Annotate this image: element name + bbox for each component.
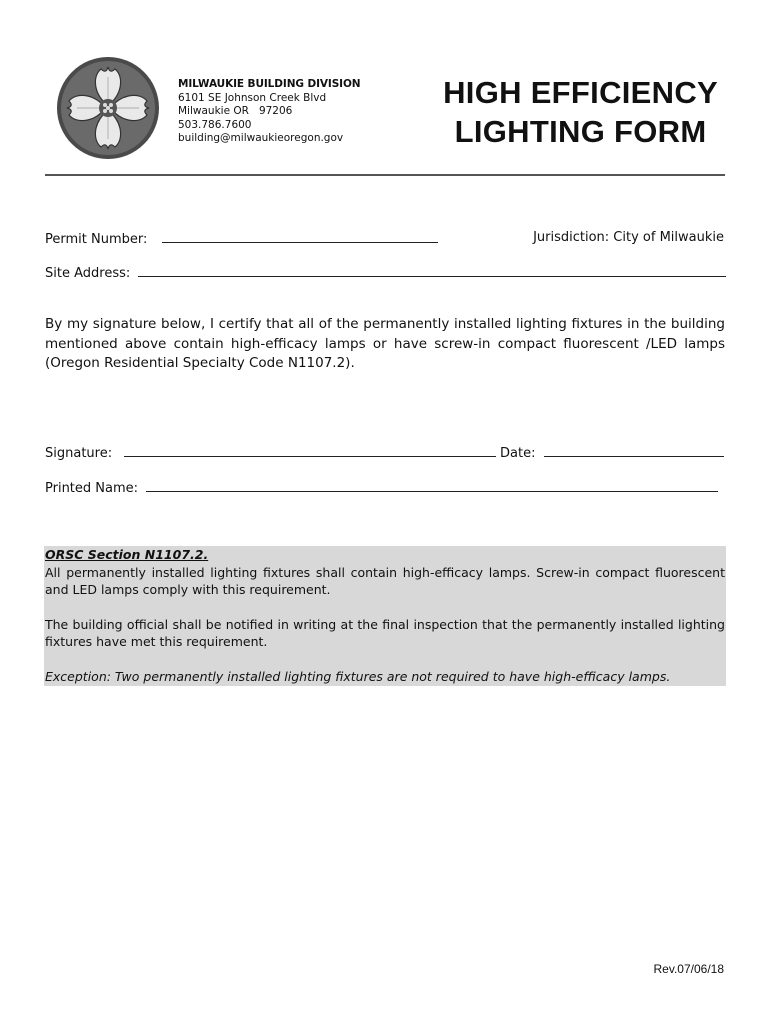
- city-logo: [55, 55, 161, 161]
- site-address-field[interactable]: [138, 264, 726, 277]
- permit-number-field[interactable]: [162, 230, 438, 243]
- date-label: Date:: [500, 446, 536, 461]
- title-line-2: LIGHTING FORM: [454, 114, 707, 149]
- orsc-paragraph-1: All permanently installed lighting fixtures shall contain high-efficacy lamps. Screw-in compact fluorescent and LED lamps comply with this requirement.: [45, 564, 725, 597]
- org-info: [178, 78, 361, 146]
- site-address-row: [45, 264, 726, 281]
- permit-number-row: [45, 230, 438, 247]
- orsc-heading: ORSC Section N1107.2.: [45, 547, 209, 562]
- orsc-paragraph-2: The building official shall be notified in writing at the final inspection that the permanently installed lighting fixtures have met this requirement.: [45, 616, 725, 649]
- revision-date: Rev.07/06/18: [653, 962, 724, 976]
- form-title: [443, 73, 718, 151]
- date-field[interactable]: [544, 444, 724, 457]
- signature-label: Signature:: [45, 446, 113, 461]
- org-name: MILWAUKIE BUILDING DIVISION: [178, 78, 361, 90]
- permit-number-label: Permit Number:: [45, 232, 148, 247]
- address-line-2: Milwaukie OR 97206: [178, 105, 293, 117]
- signature-row: [45, 444, 496, 461]
- header-divider: [45, 174, 725, 176]
- jurisdiction-text: Jurisdiction: City of Milwaukie: [533, 230, 724, 245]
- email: building@milwaukieoregon.gov: [178, 132, 344, 144]
- certification-statement: By my signature below, I certify that all of the permanently installed lighting fixtures in the building mentioned above contain high-efficacy lamps or have screw-in compact fluorescent /LED lamps (Oregon Residential Specialty Code N1107.2).: [45, 316, 725, 371]
- date-row: [500, 444, 724, 461]
- printed-name-label: Printed Name:: [45, 481, 139, 496]
- title-line-1: HIGH EFFICIENCY: [443, 75, 718, 110]
- printed-name-field[interactable]: [146, 479, 718, 492]
- site-address-label: Site Address:: [45, 266, 131, 281]
- address-line-1: 6101 SE Johnson Creek Blvd: [178, 91, 327, 104]
- dogwood-flower-icon: [55, 55, 161, 161]
- orsc-exception: Exception: Two permanently installed lighting fixtures are not required to have high-efficacy lamps.: [45, 668, 671, 684]
- printed-name-row: [45, 479, 718, 496]
- orsc-section: [44, 546, 726, 686]
- signature-field[interactable]: [124, 444, 496, 457]
- phone: 503.786.7600: [178, 118, 252, 131]
